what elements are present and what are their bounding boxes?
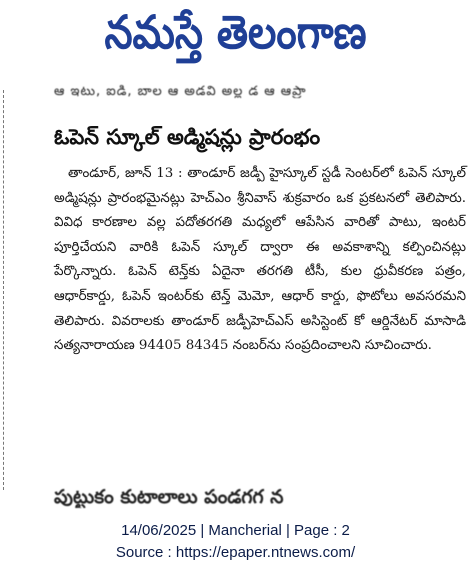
footer [0, 510, 471, 583]
edition-info: 14/06/2025 | Mancherial | Page : 2 [121, 522, 350, 539]
column-divider [3, 90, 5, 490]
article-body: తాండూర్‌, జూన్‌ 13 : తాండూర్‌ జడ్పీ హైస్కూల్‌ స్టడీ సెంటర్‌లో ఓపెన్‌ స్కూల్‌ అడ్మిషన్లు ప్రారంభమైనట్లు హెచ్‌ఎం శ్రీనివాస్‌ శుక్రవారం ఒక ప్రకటనలో తెలిపారు. వివిధ కారణాల వల్ల పదోతరగతి మధ్యలో ఆపేసిన వారితో పాటు, ఇంటర్‌ పూర్తిచేయని వారికి ఓపెన్‌ స్కూల్‌ ద్వారా ఈ అవకాశాన్ని కల్పించినట్లు పేర్కొన్నారు. ఓపెన్‌ టెన్త్‌కు ఏదైనా తరగతి టీసీ, కుల ధ్రువీకరణ పత్రం, ఆధార్‌కార్డు, ఓపెన్‌ ఇంటర్‌కు టెన్త్‌ మెమో, ఆధార్‌ కార్డు, ఫొటోలు అవసరమని తెలిపారు. వివరాలకు తాండూర్‌ జడ్పీహెచ్‌ఎస్‌ అసిస్టెంట్‌ కో ఆర్డినేటర్‌ మాసాడి సత్యనారాయణ 94405 84345 నంబర్‌ను సంప్రదించాలని సూచించారు. [54, 166, 466, 354]
article-clipping [0, 78, 471, 510]
clipped-previous-text: ఆ ఇటు, ఐడి, బాల ఆ అడవి అల్ల డ ఆ ఆప్రా [54, 84, 307, 98]
newspaper-logo: నమస్తే తెలంగాణ [104, 6, 367, 60]
source-info: Source : https://epaper.ntnews.com/ [115, 544, 356, 561]
clipped-next-headline: పుట్టుకం కుటాలాలు పండగగ న [54, 486, 284, 508]
article [54, 122, 466, 359]
masthead [0, 0, 471, 78]
article-headline: ఓపెన్‌ స్కూల్‌ అడ్మిషన్లు ప్రారంభం [54, 125, 321, 149]
